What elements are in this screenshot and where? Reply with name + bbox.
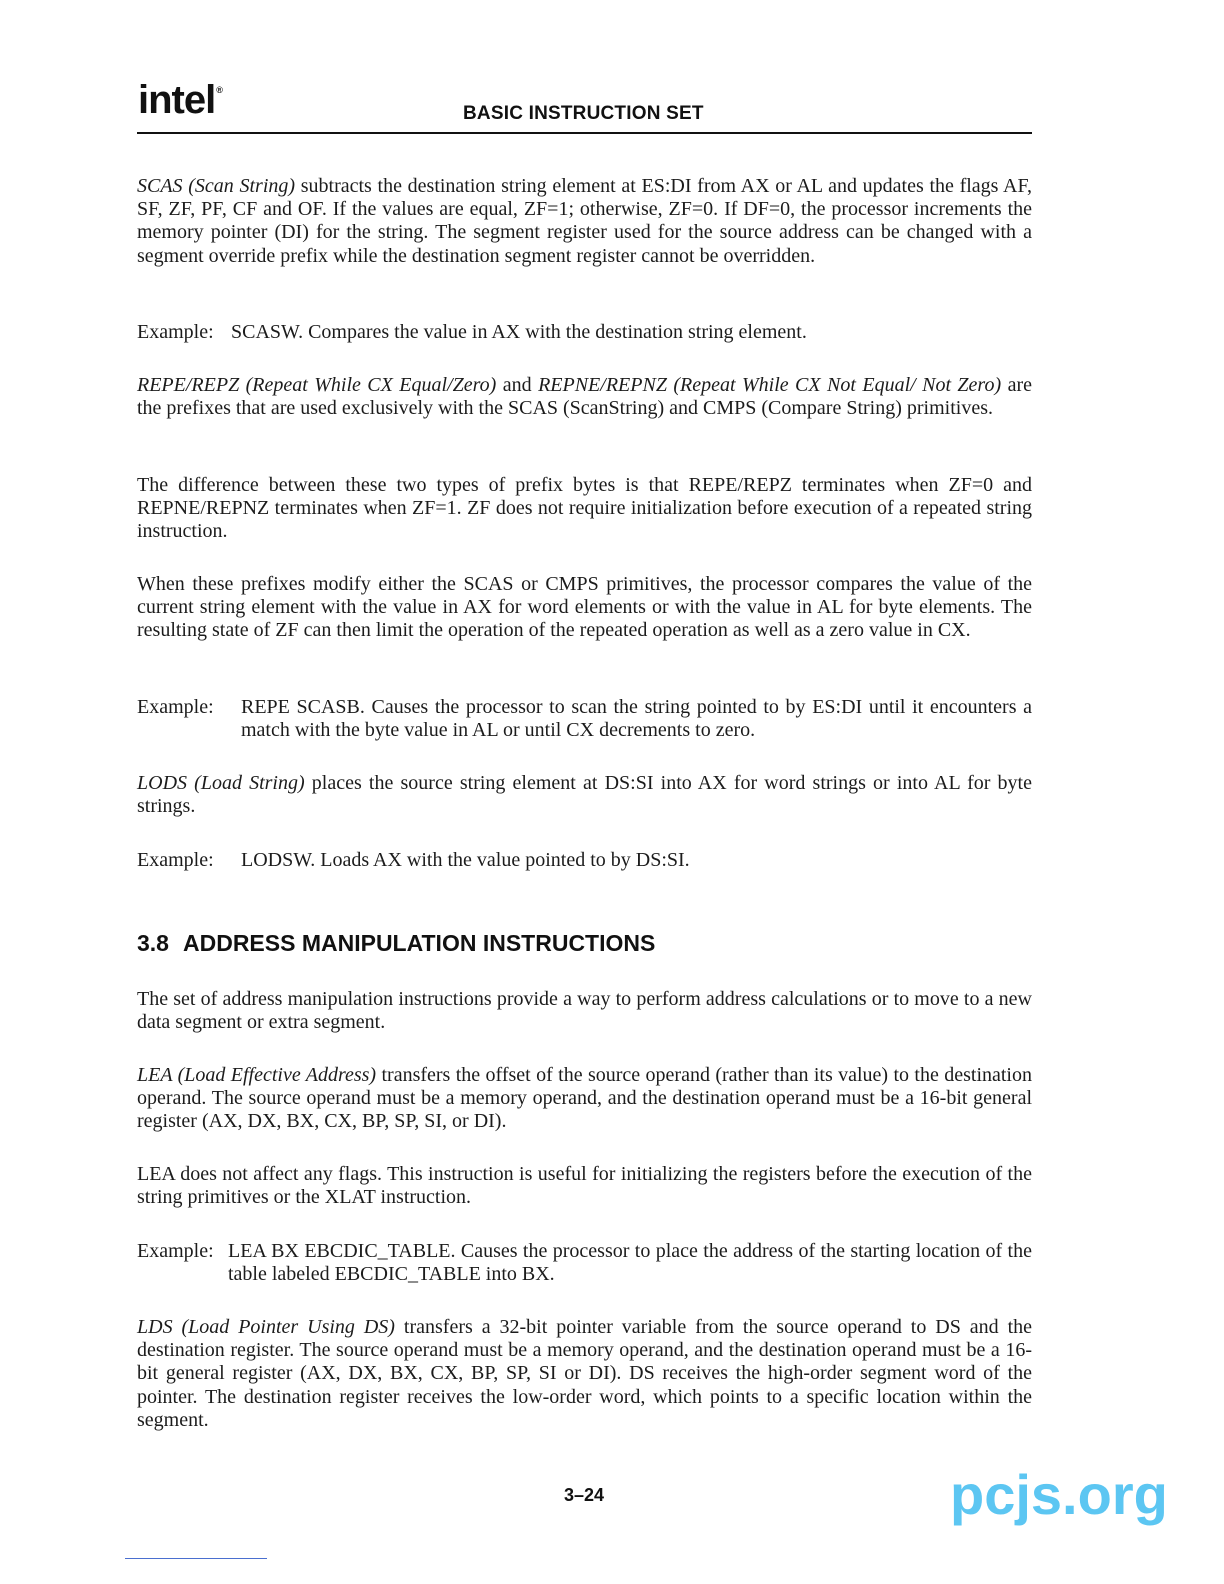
prefix-difference-paragraph: The difference between these two types of prefix bytes is that REPE/REPZ terminates when ZF=0 and REPNE/REPNZ terminates when ZF=1. ZF does not require initialization before execution of a repeated string instruction. <box>137 474 1032 543</box>
page-header-title: BASIC INSTRUCTION SET <box>463 103 704 124</box>
lds-term: LDS (Load Pointer Using DS) <box>137 1316 395 1338</box>
address-intro-paragraph: The set of address manipulation instructions provide a way to perform address calculations or to move to a new data segment or extra segment. <box>137 988 1032 1034</box>
footer-link-underline <box>125 1558 267 1559</box>
lods-example <box>137 849 1032 873</box>
repe-paragraph: REPE/REPZ (Repeat While CX Equal/Zero) and REPNE/REPNZ (Repeat While CX Not Equal/ Not Zero) are the prefixes that are used exclusively with the SCAS (ScanString) and CMPS (Compare String) primitives. <box>137 374 1032 420</box>
pcjs-watermark: pcjs.org <box>950 1463 1168 1526</box>
lea-flags-paragraph: LEA does not affect any flags. This instruction is useful for initializing the registers before the execution of the string primitives or the XLAT instruction. <box>137 1163 1032 1209</box>
section-number: 3.8 <box>137 930 169 956</box>
section-title: ADDRESS MANIPULATION INSTRUCTIONS <box>182 930 656 956</box>
example-text: LEA BX EBCDIC_TABLE. Causes the processor to place the address of the starting location of the table labeled EBCDIC_TABLE into BX. <box>228 1240 1032 1286</box>
section-heading <box>137 930 655 957</box>
example-label: Example: <box>137 849 214 871</box>
scas-paragraph: SCAS (Scan String) subtracts the destination string element at ES:DI from AX or AL and updates the flags AF, SF, ZF, PF, CF and OF. If the values are equal, ZF=1; otherwise, ZF=0. If DF=0, the processor increments the memory pointer (DI) for the string. The segment register used for the source address can be changed with a segment override prefix while the destination segment register cannot be overridden. <box>137 175 1033 267</box>
repe-example <box>137 696 1032 744</box>
lea-example <box>137 1240 1032 1288</box>
scas-term: SCAS (Scan String) <box>137 175 296 197</box>
example-text: REPE SCASB. Causes the processor to scan the string pointed to by ES:DI until it encounters a match with the byte value in AL or until CX decrements to zero. <box>241 696 1032 742</box>
lea-term: LEA (Load Effective Address) <box>137 1064 377 1086</box>
scas-example <box>137 321 1032 345</box>
repe-term: REPE/REPZ (Repeat While CX Equal/Zero) <box>137 374 497 396</box>
example-label: Example: <box>137 321 214 343</box>
lds-paragraph: LDS (Load Pointer Using DS) transfers a 32-bit pointer variable from the source operand to DS and the destination register. The source operand must be a memory operand, and the destination operand must be a 16-bit general register (AX, DX, BX, CX, BP, SP, SI or DI). DS receives the high-order segment word of the pointer. The destination register receives the low-order word, which points to a specific location within the segment. <box>137 1316 1033 1431</box>
lea-paragraph: LEA (Load Effective Address) transfers the offset of the source operand (rather than its value) to the destination operand. The source operand must be a memory operand, and the destination operand must be a 16-bit general register (AX, DX, BX, CX, BP, SP, SI, or DI). <box>137 1064 1032 1133</box>
lods-paragraph: LODS (Load String) places the source string element at DS:SI into AX for word strings or into AL for byte strings. <box>137 772 1032 818</box>
example-text: LODSW. Loads AX with the value pointed to by DS:SI. <box>241 849 690 871</box>
repne-term: REPNE/REPNZ (Repeat While CX Not Equal/ Not Zero) <box>538 374 1002 396</box>
example-label: Example: <box>137 696 214 718</box>
page-number: 3–24 <box>564 1485 605 1505</box>
prefix-modify-paragraph: When these prefixes modify either the SCAS or CMPS primitives, the processor compares the value of the current string element with the value in AX for word elements or with the value in AL for byte elements. The resulting state of ZF can then limit the operation of the repeated operation as well as a zero value in CX. <box>137 573 1032 642</box>
example-text: SCASW. Compares the value in AX with the destination string element. <box>231 321 807 343</box>
example-label: Example: <box>137 1240 214 1262</box>
intel-logo: intel® <box>138 78 222 122</box>
lods-term: LODS (Load String) <box>137 772 305 794</box>
header-divider <box>137 132 1032 134</box>
